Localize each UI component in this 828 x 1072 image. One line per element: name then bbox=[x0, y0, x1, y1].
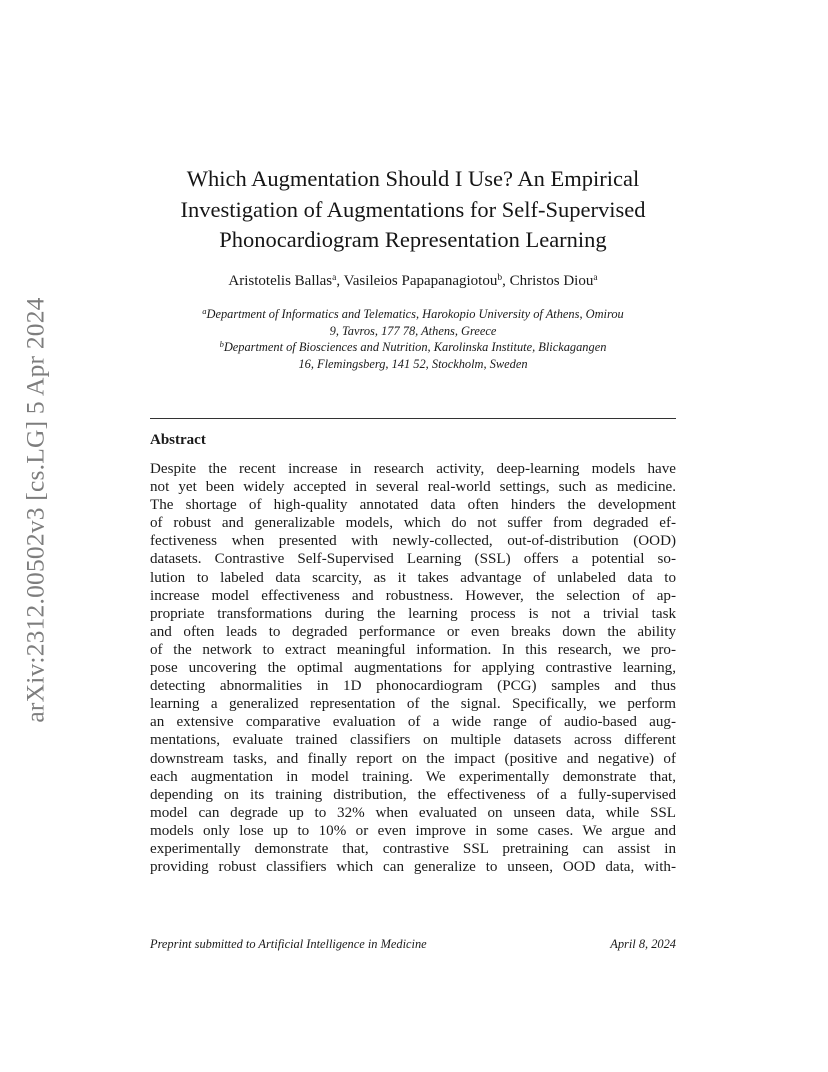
affiliation-line: 9, Tavros, 177 78, Athens, Greece bbox=[329, 323, 497, 338]
abstract-heading: Abstract bbox=[150, 432, 206, 448]
horizontal-rule bbox=[150, 418, 676, 419]
author-name: Aristotelis Ballas bbox=[228, 273, 333, 289]
abstract-line: increase model effectiveness and robustness. However, the selection of ap- bbox=[150, 587, 676, 604]
abstract-line: The shortage of high-quality annotated data often hinders the development bbox=[150, 497, 676, 514]
title-line: Phonocardiogram Representation Learning bbox=[219, 227, 607, 252]
abstract-line: learning a generalized representation of the signal. Specifically, we perform bbox=[150, 696, 676, 713]
affiliation-mark: b bbox=[497, 273, 503, 283]
abstract-line: each augmentation in model training. We experimentally demonstrate that, bbox=[150, 768, 676, 785]
arxiv-stamp-text: arXiv:2312.00502v3 [cs.LG] 5 Apr 2024 bbox=[21, 297, 51, 723]
abstract-line: pose uncovering the optimal augmentations for applying contrastive learning, bbox=[150, 660, 676, 677]
abstract-line: lution to labeled data scarcity, as it takes advantage of unlabeled data to bbox=[150, 569, 676, 586]
footer-submission-note: Preprint submitted to Artificial Intelligence in Medicine bbox=[150, 937, 427, 951]
affiliation-line: 16, Flemingsberg, 141 52, Stockholm, Sweden bbox=[298, 356, 528, 371]
abstract-line: datasets. Contrastive Self-Supervised Learning (SSL) offers a potential so- bbox=[150, 551, 676, 568]
abstract-line: not yet been widely accepted in several real-world settings, such as medicine. bbox=[150, 479, 676, 496]
paper-title bbox=[150, 164, 676, 256]
arxiv-identifier-stamp bbox=[18, 295, 54, 725]
abstract-line: depending on its training distribution, the effectiveness of a fully-supervised bbox=[150, 786, 676, 803]
author-list: Aristotelis Ballas$^a$, Vasileios Papapanagiotou$^b$, Christos Diou$^a$ bbox=[228, 273, 598, 289]
affiliation-line: Department of Informatics and Telematics, Harokopio University of Athens, Omirou bbox=[206, 307, 624, 321]
abstract-line: downstream tasks, and finally report on the impact (positive and negative) of bbox=[150, 750, 676, 767]
title-line: Investigation of Augmentations for Self-Supervised bbox=[180, 196, 646, 222]
abstract-line: models only lose up to 10% or even improve in some cases. We argue and bbox=[150, 822, 676, 839]
abstract-line: model can degrade up to 32% when evaluated on unseen data, while SSL bbox=[150, 804, 676, 821]
affiliation-a bbox=[150, 306, 676, 339]
affiliation-line: Department of Biosciences and Nutrition, Karolinska Institute, Blickagangen bbox=[223, 340, 607, 354]
title-line: Which Augmentation Should I Use? An Empirical bbox=[186, 166, 640, 191]
affiliation-mark: a bbox=[593, 273, 598, 283]
abstract-line: detecting abnormalities in 1D phonocardiogram (PCG) samples and thus bbox=[150, 678, 676, 695]
affiliation-mark: a bbox=[332, 273, 337, 283]
affiliation-mark: b bbox=[219, 339, 224, 349]
abstract-line: providing robust classifiers which can generalize to unseen, OOD data, with- bbox=[150, 859, 676, 876]
abstract-line: of the network to extract meaningful information. In this research, we pro- bbox=[150, 641, 676, 658]
abstract-line: of robust and generalizable models, which do not suffer from degraded ef- bbox=[150, 515, 676, 532]
abstract-line: experimentally demonstrate that, contrastive SSL pretraining can assist in bbox=[150, 840, 676, 857]
author-name: Vasileios Papapanagiotou bbox=[343, 273, 498, 289]
abstract-body bbox=[150, 460, 676, 876]
abstract-line: propriate transformations during the learning process is not a trivial task bbox=[150, 605, 676, 622]
abstract-line: an extensive comparative evaluation of a wide range of audio-based aug- bbox=[150, 714, 676, 731]
abstract-line: mentations, evaluate trained classifiers on multiple datasets across different bbox=[150, 732, 676, 749]
affiliation-b bbox=[150, 339, 676, 372]
abstract-line: and often leads to degraded performance or even breaks down the ability bbox=[150, 623, 676, 640]
affiliation-mark: a bbox=[202, 306, 207, 316]
abstract-line: fectiveness when presented with newly-collected, out-of-distribution (OOD) bbox=[150, 533, 676, 550]
footer-date: April 8, 2024 bbox=[610, 937, 676, 951]
abstract-line: Despite the recent increase in research activity, deep-learning models have bbox=[150, 461, 676, 477]
author-name: Christos Diou bbox=[509, 273, 594, 289]
